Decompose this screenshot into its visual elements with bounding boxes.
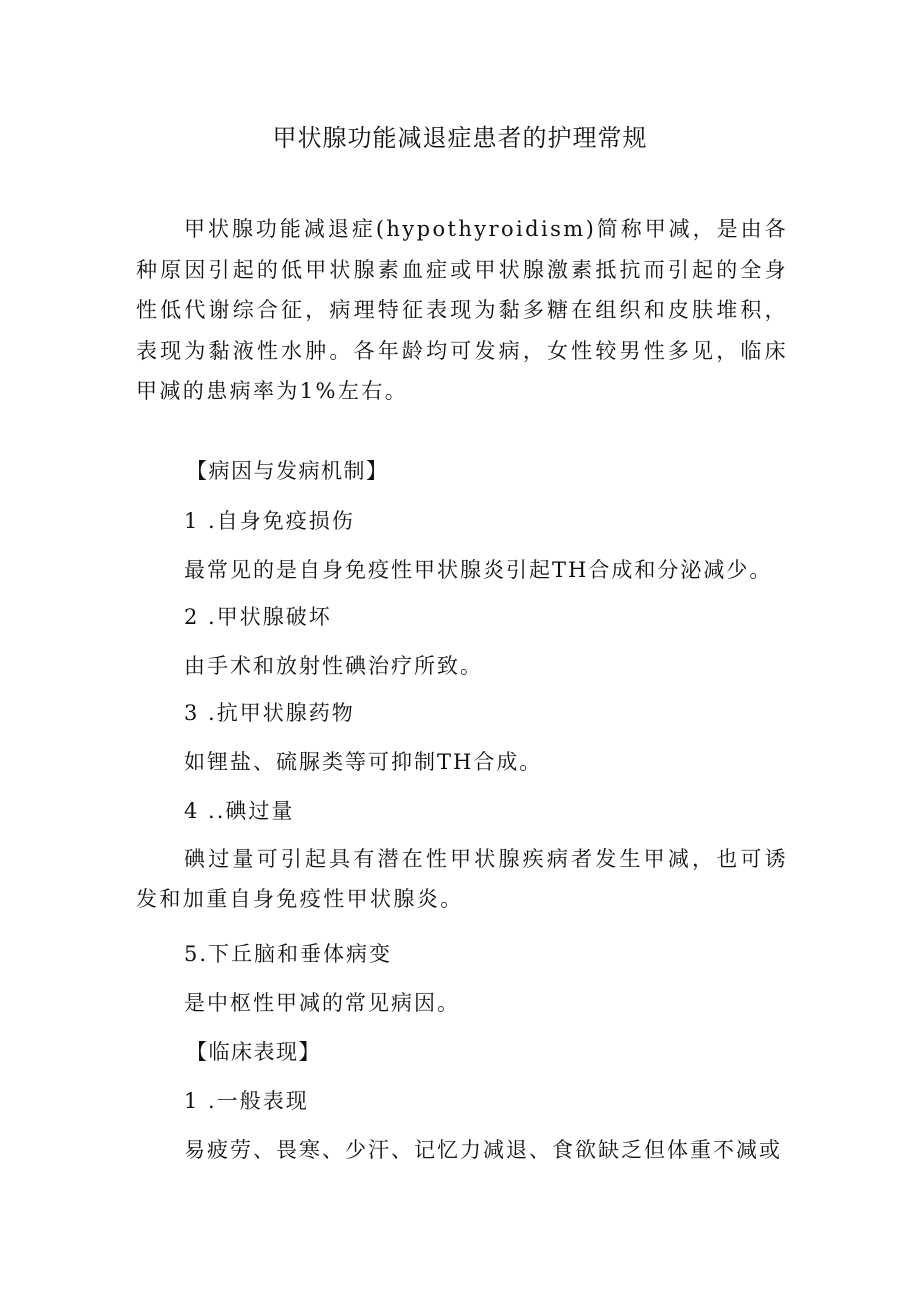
item-label-4: 4 ..碘过量 — [184, 799, 295, 823]
item-text-3: 如锂盐、硫脲类等可抑制TH合成。 — [184, 750, 543, 774]
section-heading-etiology: 【病因与发病机制】 — [186, 459, 389, 483]
clinical-item-label-1: 1 .一般表现 — [184, 1089, 309, 1113]
document-title: 甲状腺功能减退症患者的护理常规 — [272, 124, 648, 152]
clinical-item-text-1: 易疲劳、畏寒、少汗、记忆力减退、食欲缺乏但体重不减或 — [184, 1138, 782, 1162]
item-label-1: 1 .自身免疫损伤 — [184, 509, 355, 533]
section-heading-clinical: 【临床表现】 — [186, 1040, 321, 1064]
intro-paragraph: 甲状腺功能减退症(hypothyroidism)简称甲减，是由各种原因引起的低甲状腺素血症或甲状腺激素抵抗而引起的全身性低代谢综合征，病理特征表现为黏多糖在组织和皮肤堆积，表现为黏液性水肿。各年龄均可发病，女性较男性多见，临床甲减的患病率为1%左右。 — [136, 217, 788, 403]
item-text-5: 是中枢性甲减的常见病因。 — [184, 991, 460, 1015]
item-label-3: 3 .抗甲状腺药物 — [184, 701, 355, 725]
item-label-5: 5.下丘脑和垂体病变 — [184, 942, 393, 966]
item-text-2: 由手术和放射性碘治疗所致。 — [184, 654, 483, 678]
item-text-1: 最常见的是自身免疫性甲状腺炎引起TH合成和分泌减少。 — [184, 558, 773, 582]
item-text-4: 碘过量可引起具有潜在性甲状腺疾病者发生甲减，也可诱发和加重自身免疫性甲状腺炎。 — [136, 847, 788, 911]
item-label-2: 2 .甲状腺破坏 — [184, 605, 332, 629]
